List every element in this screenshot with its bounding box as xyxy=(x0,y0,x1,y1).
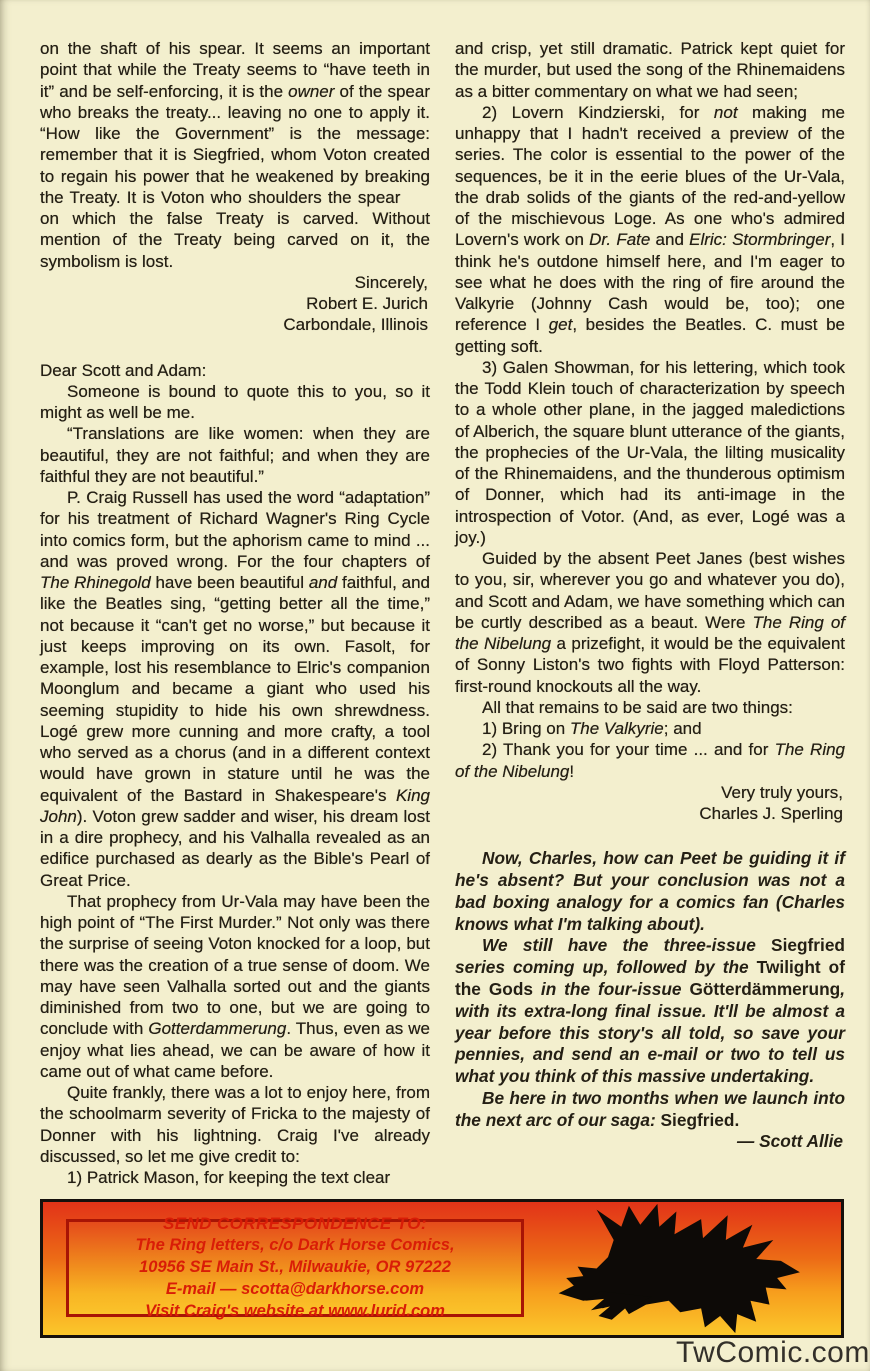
letter2-paragraph: Someone is bound to quote this to you, so it might as well be me. xyxy=(40,381,430,422)
letter1-continuation: on the shaft of his spear. It seems an important point that while the Treaty seems to “have teeth in it” and be self-enforcing, it is the owner of the spear who breaks the treaty... leaving no one to apply it. “How like the Government” is the message: remember that it is Siegfried, whom Voton created to regain his power that he weakened by breaking the Treaty. It is Voton who shoulders the spear on which the false Treaty is carved. Without mention of the Treaty being carved on it, the symbolism is lost. xyxy=(40,39,430,271)
letter2-salutation: Dear Scott and Adam: xyxy=(40,360,207,380)
letter1-signature: Sincerely, Robert E. Jurich Carbondale, Illinois xyxy=(283,272,428,335)
letter2-paragraph: 2) Lovern Kindzierski, for not making me unhappy that I hadn't received a preview of the series. The color is essential to the power of the sequences, be it in the eerie blues of the Ur-Vala, the drab solids of the giants of the red-and-yellow of the mischievous Loge. As one who's admired Lovern's work on Dr. Fate and Elric: Stormbringer, I think he's outdone himself here, and I'm eager to see what he does with the ring of fire around the Valkyrie (Johnny Cash would be, too); one reference I get, besides the Beatles. C. must be getting soft. xyxy=(455,102,845,356)
letter2-paragraph: P. Craig Russell has used the word “adaptation” for his treatment of Richard Wagner's Ring Cycle into comics form, but the aphorism came to mind ... and was proved wrong. For the four chapters of The Rhinegold have been beautiful and faithful, and like the Beatles sing, “getting better all the time,” not because it “can't get no worse,” but because it just keeps improving on its own. Fasolt, for example, lost his resemblance to Elric's companion Moonglum and became a giant who used his seeming stupidity to hide his own shrewdness. Logé grew more cunning and more crafty, a tool who served as a chorus (and in a different context would have grown in stature until he was the equivalent of the Bastard in Shakespeare's King John). Voton grew sadder and wiser, his dream lost in a dire prophecy, and his Valhalla revealed as an edifice purchased as dearly as the Bible's Pearl of Great Price. xyxy=(40,488,430,890)
letter2-paragraph: “Translations are like women: when they are beautiful, they are not faithful; and when they are faithful they are not beautiful.” xyxy=(40,424,430,486)
correspondence-box xyxy=(66,1213,524,1321)
letter2-paragraph: 2) Thank you for your time ... and for The Ring of the Nibelung! xyxy=(455,740,846,781)
letter2-paragraph: 1) Bring on The Valkyrie; and xyxy=(482,719,702,738)
letter2-paragraph: All that remains to be said are two things: xyxy=(482,697,793,717)
letter2-paragraph: 3) Galen Showman, for his lettering, which took the Todd Klein touch of characterization by speech to a whole other plane, in the jagged maledictions of Alberich, the square blunt utterance of the giants, the prophecies of the Ur-Vala, the lilting musicality of the Rhinemaidens, and the thunderous optimism of Donner, which had its anti-image in the introspection of Votor. (And, as ever, Logé was a joy.) xyxy=(455,357,845,547)
letter2-paragraph: That prophecy from Ur-Vala may have been the high point of “The First Murder.” Not only was there the surprise of seeing Voton knocked for a loop, but there was the creation of a true sense of doom. We may have seen Valhalla sorted out and the giants diminished from two to one, but we are going to conclude with Gotterdammerung. Thus, even as we enjoy what lies ahead, we can be aware of how it came out of what came before. xyxy=(40,891,430,1081)
letter2-paragraph: Quite frankly, there was a lot to enjoy here, from the schoolmarm severity of Fricka to the majesty of Donner with his lightning. Craig I've already discussed, so let me give credit to: xyxy=(40,1083,430,1166)
letter2-paragraph: and crisp, yet still dramatic. Patrick kept quiet for the murder, but used the song of the Rhinemaidens as a bitter commentary on what we had seen; xyxy=(455,39,845,101)
spacer xyxy=(455,824,845,848)
correspondence-banner xyxy=(40,1199,844,1338)
editor-reply-paragraph: Be here in two months when we launch into the next arc of our saga: Siegfried. xyxy=(455,1087,845,1130)
editor-reply-paragraph: Now, Charles, how can Peet be guiding it if he's absent? But your conclusion was not a bad boxing analogy for a comics fan (Charles knows what I'm talking about). xyxy=(455,848,845,934)
letter2-paragraph: Guided by the absent Peet Janes (best wishes to you, sir, wherever you go and whatever you do), and Scott and Adam, we have something which can be curtly described as a beaut. Were The Ring of the Nibelung a prizefight, it would be the equivalent of Sonny Liston's two fights with Floyd Patterson: first-round knockouts all the way. xyxy=(455,549,845,696)
letter2-paragraph: 1) Patrick Mason, for keeping the text clear xyxy=(67,1168,391,1187)
raven-icon xyxy=(529,1202,839,1335)
correspondence-lines xyxy=(69,1235,521,1323)
correspondence-line: The Ring letters, c/o Dark Horse Comics, xyxy=(135,1236,455,1255)
correspondence-heading: SEND CORRESPONDENCE TO: xyxy=(163,1213,427,1233)
correspondence-line: Visit Craig's website at www.lurid.com xyxy=(145,1302,445,1321)
right-column xyxy=(455,38,845,1188)
editor-signature: — Scott Allie xyxy=(737,1131,843,1152)
correspondence-line: 10956 SE Main St., Milwaukie, OR 97222 xyxy=(139,1258,451,1277)
letter2-closing: Very truly yours, Charles J. Sperling xyxy=(699,782,843,823)
left-column xyxy=(40,38,430,1188)
correspondence-line: E-mail — scotta@darkhorse.com xyxy=(165,1280,425,1299)
watermark: TwComic.com xyxy=(676,1336,870,1369)
text-columns xyxy=(40,38,845,1188)
editor-reply-paragraph: We still have the three-issue Siegfried series coming up, followed by the Twilight of the Gods in the four-issue Götterdämmerung, with its extra-long final issue. It'll be almost a year before this story's all told, so save your pennies, and send an e-mail or two to tell us what you think of this massive undertaking. xyxy=(455,935,845,1087)
